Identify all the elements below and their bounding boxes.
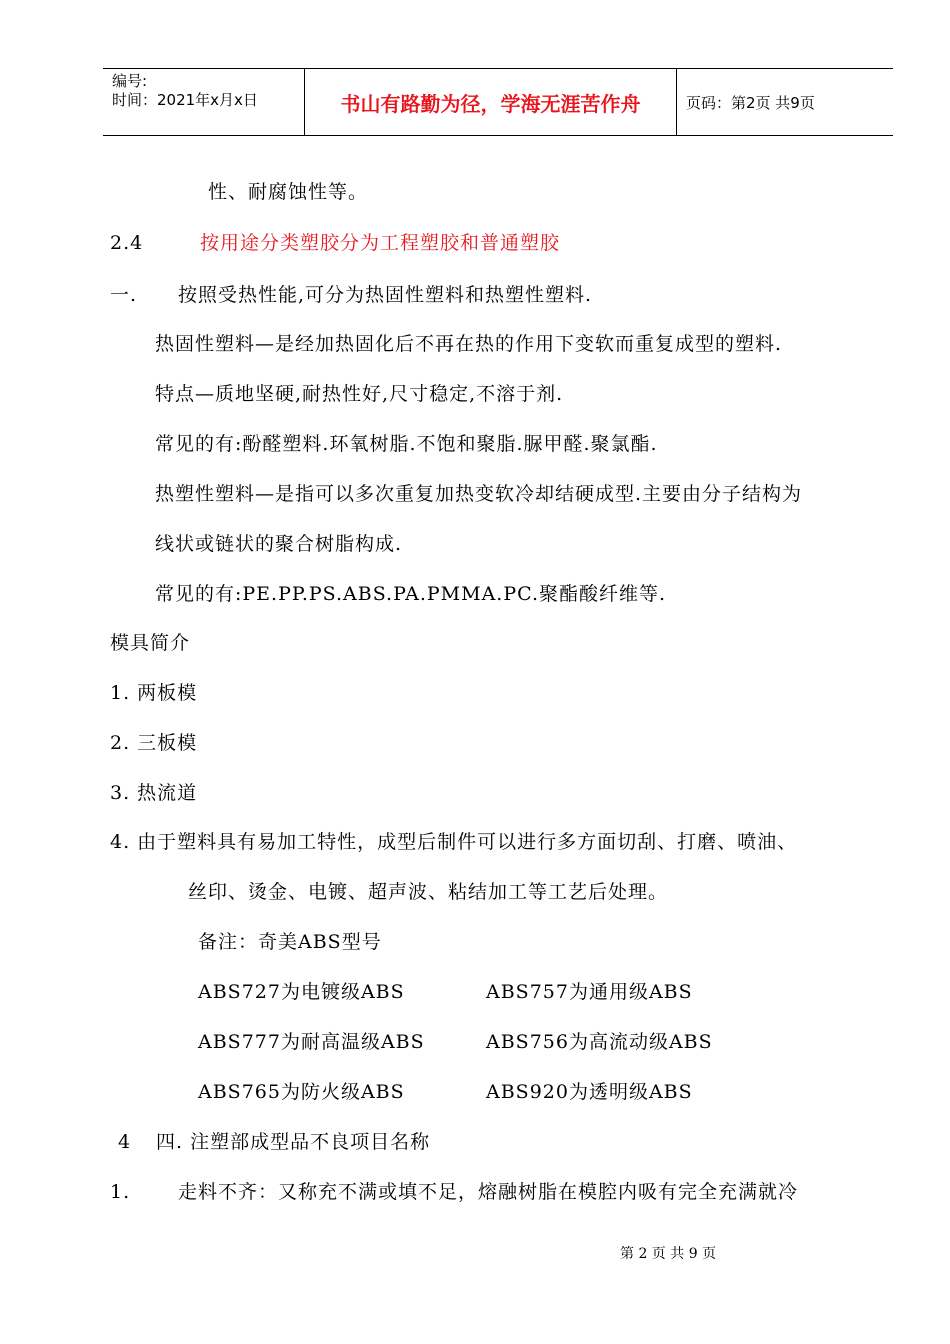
document-time: 时间：2021年x月x日: [112, 91, 258, 109]
abs-model: ABS777为耐高温级ABS: [198, 1031, 425, 1053]
header-page-info: 页码：第2页 共9页: [686, 93, 815, 112]
text-line: 线状或链状的聚合树脂构成.: [155, 533, 403, 555]
note-heading: 备注：奇美ABS型号: [198, 931, 382, 953]
page-footer: 第 2 页 共 9 页: [620, 1246, 717, 1262]
abs-model: ABS757为通用级ABS: [486, 981, 693, 1003]
section-number: 2.4: [110, 232, 144, 254]
document-number-label: 编号:: [112, 72, 148, 90]
abs-model: ABS765为防火级ABS: [198, 1081, 405, 1103]
list-number: 1.: [110, 1181, 131, 1203]
list-item: 2. 三板模: [110, 732, 198, 754]
text-line: 热固性塑料—是经加热固化后不再在热的作用下变软而重复成型的塑料.: [155, 333, 783, 355]
list-item: 1. 两板模: [110, 682, 198, 704]
section-heading: 四. 注塑部成型品不良项目名称: [156, 1131, 431, 1153]
list-item: 4. 由于塑料具有易加工特性，成型后制件可以进行多方面切刮、打磨、喷油、: [110, 831, 798, 853]
list-number: 一.: [110, 284, 138, 306]
text-line: 丝印、烫金、电镀、超声波、粘结加工等工艺后处理。: [188, 881, 669, 903]
header-meta: [103, 69, 305, 135]
abs-model: ABS756为高流动级ABS: [486, 1031, 713, 1053]
text-line: 特点—质地坚硬,耐热性好,尺寸稳定,不溶于剂.: [155, 383, 564, 405]
section-heading: 模具简介: [110, 632, 191, 654]
text-line: 按照受热性能,可分为热固性塑料和热塑性塑料.: [178, 284, 593, 306]
text-line: 热塑性塑料—是指可以多次重复加热变软冷却结硬成型.主要由分子结构为: [155, 483, 803, 505]
abs-model: ABS920为透明级ABS: [486, 1081, 693, 1103]
list-item: 3. 热流道: [110, 782, 198, 804]
page-header: [103, 68, 893, 136]
text-line: 常见的有:PE.PP.PS.ABS.PA.PMMA.PC.聚酯酸纤维等.: [155, 583, 667, 605]
section-number: 4: [118, 1131, 132, 1153]
text-line: 常见的有:酚醛塑料.环氧树脂.不饱和聚脂.脲甲醛.聚氯酯.: [155, 433, 658, 455]
section-heading: 按用途分类塑胶分为工程塑胶和普通塑胶: [200, 232, 561, 254]
abs-model: ABS727为电镀级ABS: [198, 981, 405, 1003]
header-motto: 书山有路勤为径，学海无涯苦作舟: [305, 69, 677, 135]
text-line: 性、耐腐蚀性等。: [208, 181, 369, 203]
text-line: 走料不齐：又称充不满或填不足，熔融树脂在模腔内吸有完全充满就冷: [178, 1181, 799, 1203]
